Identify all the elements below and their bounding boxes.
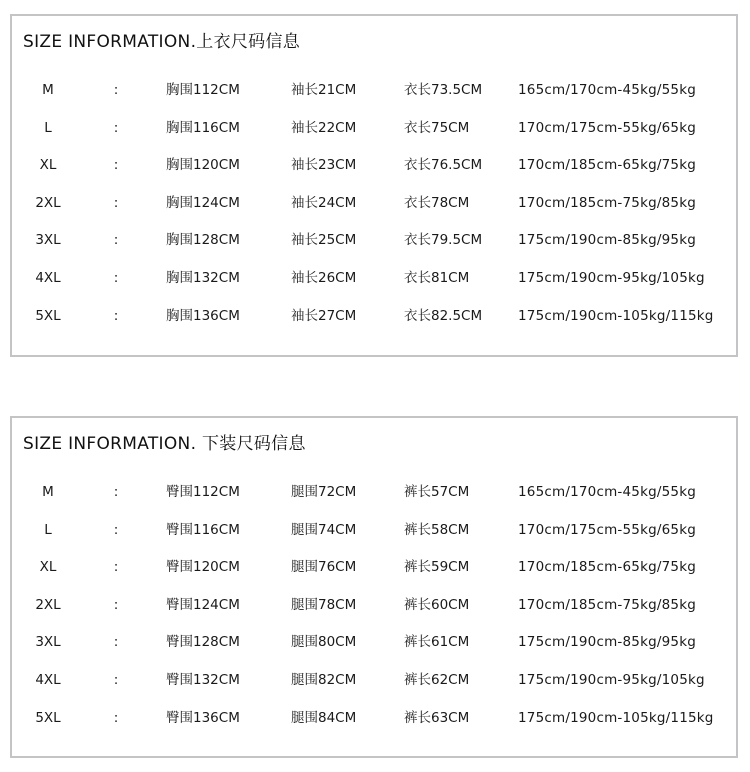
table-row <box>12 265 736 303</box>
separator: : <box>113 709 119 726</box>
hip-measure: 臀围128CM <box>166 634 240 651</box>
thigh-measure: 腿围74CM <box>291 521 357 538</box>
separator: : <box>113 484 119 500</box>
table-row <box>12 629 736 667</box>
table-row <box>12 152 736 190</box>
length-measure: 衣长79.5CM <box>404 232 483 249</box>
chest-measure: 胸围124CM <box>166 194 240 211</box>
chest-measure: 胸围116CM <box>166 119 240 136</box>
table-row <box>12 705 736 743</box>
separator: : <box>113 232 119 249</box>
table-row <box>12 227 736 265</box>
fit-range: 175cm/190cm-85kg/95kg <box>518 232 696 249</box>
separator: : <box>113 119 119 136</box>
table-row <box>12 303 736 341</box>
table-row <box>12 592 736 630</box>
length-measure: 衣长73.5CM <box>404 82 483 98</box>
fit-range: 175cm/190cm-105kg/115kg <box>518 709 714 726</box>
thigh-measure: 腿围76CM <box>291 559 357 576</box>
size-label: 5XL <box>35 709 61 726</box>
size-label: 2XL <box>35 596 61 613</box>
fit-range: 170cm/175cm-55kg/65kg <box>518 119 696 136</box>
fit-range: 175cm/190cm-95kg/105kg <box>518 671 705 688</box>
fit-range: 165cm/170cm-45kg/55kg <box>518 484 696 500</box>
fit-range: 175cm/190cm-105kg/115kg <box>518 307 714 324</box>
size-label: M <box>42 82 54 98</box>
separator: : <box>113 596 119 613</box>
size-label: 3XL <box>35 634 61 651</box>
length-measure: 衣长76.5CM <box>404 157 483 174</box>
sleeve-measure: 袖长24CM <box>291 194 357 211</box>
separator: : <box>113 82 119 98</box>
hip-measure: 臀围136CM <box>166 709 240 726</box>
fit-range: 175cm/190cm-85kg/95kg <box>518 634 696 651</box>
size-label: L <box>44 521 52 538</box>
pants-length-measure: 裤长59CM <box>404 559 470 576</box>
size-label: 3XL <box>35 232 61 249</box>
table-rows <box>12 77 736 340</box>
bottom-size-table <box>10 416 738 758</box>
fit-range: 170cm/185cm-75kg/85kg <box>518 194 696 211</box>
thigh-measure: 腿围80CM <box>291 634 357 651</box>
fit-range: 170cm/185cm-65kg/75kg <box>518 559 696 576</box>
fit-range: 170cm/185cm-65kg/75kg <box>518 157 696 174</box>
thigh-measure: 腿围84CM <box>291 709 357 726</box>
table-rows <box>12 479 736 742</box>
sleeve-measure: 袖长21CM <box>291 82 357 98</box>
thigh-measure: 腿围78CM <box>291 596 357 613</box>
table-row <box>12 667 736 705</box>
table-title: SIZE INFORMATION. 下装尺码信息 <box>23 434 306 454</box>
hip-measure: 臀围112CM <box>166 484 240 500</box>
chest-measure: 胸围132CM <box>166 269 240 286</box>
sleeve-measure: 袖长26CM <box>291 269 357 286</box>
table-title: SIZE INFORMATION.上衣尺码信息 <box>23 32 301 52</box>
size-label: 4XL <box>35 671 61 688</box>
table-row <box>12 77 736 115</box>
separator: : <box>113 194 119 211</box>
sleeve-measure: 袖长27CM <box>291 307 357 324</box>
separator: : <box>113 559 119 576</box>
separator: : <box>113 269 119 286</box>
length-measure: 衣长78CM <box>404 194 470 211</box>
hip-measure: 臀围124CM <box>166 596 240 613</box>
chest-measure: 胸围120CM <box>166 157 240 174</box>
hip-measure: 臀围132CM <box>166 671 240 688</box>
separator: : <box>113 307 119 324</box>
size-label: L <box>44 119 52 136</box>
length-measure: 衣长75CM <box>404 119 470 136</box>
size-label: 5XL <box>35 307 61 324</box>
top-size-table <box>10 14 738 357</box>
pants-length-measure: 裤长62CM <box>404 671 470 688</box>
size-label: XL <box>39 559 57 576</box>
pants-length-measure: 裤长61CM <box>404 634 470 651</box>
pants-length-measure: 裤长58CM <box>404 521 470 538</box>
table-row <box>12 115 736 153</box>
chest-measure: 胸围112CM <box>166 82 240 98</box>
table-row <box>12 190 736 228</box>
separator: : <box>113 521 119 538</box>
table-row <box>12 479 736 517</box>
pants-length-measure: 裤长57CM <box>404 484 470 500</box>
sleeve-measure: 袖长25CM <box>291 232 357 249</box>
separator: : <box>113 634 119 651</box>
sleeve-measure: 袖长22CM <box>291 119 357 136</box>
length-measure: 衣长81CM <box>404 269 470 286</box>
separator: : <box>113 671 119 688</box>
length-measure: 衣长82.5CM <box>404 307 483 324</box>
chest-measure: 胸围128CM <box>166 232 240 249</box>
hip-measure: 臀围120CM <box>166 559 240 576</box>
separator: : <box>113 157 119 174</box>
fit-range: 170cm/175cm-55kg/65kg <box>518 521 696 538</box>
pants-length-measure: 裤长60CM <box>404 596 470 613</box>
size-label: 4XL <box>35 269 61 286</box>
table-row <box>12 554 736 592</box>
fit-range: 175cm/190cm-95kg/105kg <box>518 269 705 286</box>
hip-measure: 臀围116CM <box>166 521 240 538</box>
fit-range: 165cm/170cm-45kg/55kg <box>518 82 696 98</box>
size-label: XL <box>39 157 57 174</box>
fit-range: 170cm/185cm-75kg/85kg <box>518 596 696 613</box>
sleeve-measure: 袖长23CM <box>291 157 357 174</box>
table-row <box>12 517 736 555</box>
chest-measure: 胸围136CM <box>166 307 240 324</box>
pants-length-measure: 裤长63CM <box>404 709 470 726</box>
thigh-measure: 腿围72CM <box>291 484 357 500</box>
size-label: M <box>42 484 54 500</box>
size-label: 2XL <box>35 194 61 211</box>
thigh-measure: 腿围82CM <box>291 671 357 688</box>
